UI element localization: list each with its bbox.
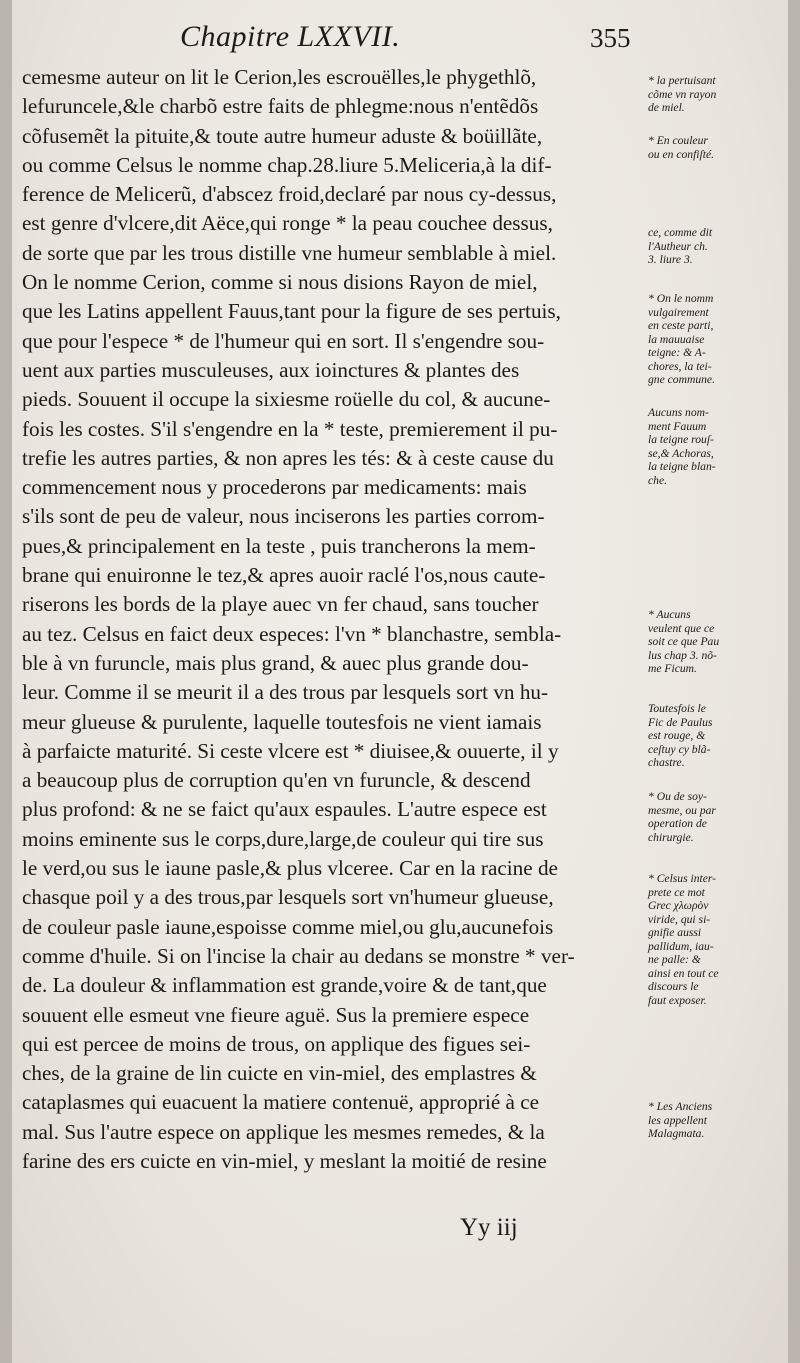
text-line: farine des ers cuicte en vin-miel, y meslant la moitié de resine <box>22 1148 547 1173</box>
text-line: est genre d'vlcere,dit Aëce,qui ronge * la peau couchee dessus, <box>22 211 553 236</box>
text-line: brane qui enuironne le tez,& apres auoir raclé l'os,nous caute- <box>22 563 546 588</box>
text-line: le verd,ou sus le iaune pasle,& plus vlceree. Car en la racine de <box>22 856 558 881</box>
text-line: ou comme Celsus le nomme chap.28.liure 5.Meliceria,à la dif- <box>22 152 552 177</box>
book-page <box>12 0 788 1363</box>
signature-mark: Yy iij <box>460 1214 518 1241</box>
margin-note: * Aucuns veulent que ce soit ce que Pau lus chap 3. nõ- me Ficum. <box>648 608 720 675</box>
text-line: à parfaicte maturité. Si ceste vlcere est * diuisee,& ouuerte, il y <box>22 738 559 763</box>
text-line: au tez. Celsus en faict deux especes: l'vn * blanchastre, sembla- <box>22 621 562 646</box>
text-line: comme d'huile. Si on l'incise la chair au dedans se monstre * ver- <box>22 943 575 968</box>
text-line: ble à vn furuncle, mais plus grand, & auec plus grande dou- <box>22 650 529 675</box>
text-line: riserons les bords de la playe auec vn fer chaud, sans toucher <box>22 592 539 617</box>
text-line: de couleur pasle iaune,espoisse comme miel,ou glu,aucunefois <box>22 914 554 939</box>
text-line: uent aux parties musculeuses, aux ioinctures & plantes des <box>22 357 520 382</box>
text-line: mal. Sus l'autre espece on applique les mesmes remedes, & la <box>22 1119 545 1144</box>
text-line: meur glueuse & purulente, laquelle toutesfois ne vient iamais <box>22 709 542 734</box>
margin-note: * la pertuisant cõme vn rayon de miel. <box>648 74 717 114</box>
text-line: de. La douleur & inflammation est grande,voire & de tant,que <box>22 973 547 998</box>
text-line: pues,& principalement en la teste , puis trancherons la mem- <box>22 533 536 558</box>
text-line: ference de Melicerũ, d'abscez froid,declaré par nous cy-dessus, <box>22 182 557 207</box>
margin-note: * Celsus inter- prete ce mot Grec χλωρὸν viride, qui si- gnifie aussi pallidum, iau- ne palle: & ainsi en tout ce discours le faut exposer. <box>648 872 719 1007</box>
page-header <box>12 20 788 60</box>
text-line: On le nomme Cerion, comme si nous disions Rayon de miel, <box>22 270 538 295</box>
text-line: qui est percee de moins de trous, on applique des figues sei- <box>22 1031 531 1056</box>
text-line: pieds. Souuent il occupe la sixiesme roüelle du col, & aucune- <box>22 387 551 412</box>
text-line: lefuruncele,&le charbõ estre faits de phlegme:nous n'entẽdõs <box>22 94 539 119</box>
page-number: 355 <box>590 23 631 53</box>
text-line: chasque poil y a des trous,par lesquels sort vn'humeur glueuse, <box>22 885 554 910</box>
margin-note: * Ou de soy- mesme, ou par operation de chirurgie. <box>648 790 716 844</box>
text-line: s'ils sont de peu de valeur, nous inciserons les parties corrom- <box>22 504 545 529</box>
text-line: plus profond: & ne se faict qu'aux espaules. L'autre espece est <box>22 797 547 822</box>
margin-note: Toutesfois le Fic de Paulus est rouge, & ceſtuy cy blã- chastre. <box>648 702 713 769</box>
margin-note: ce, comme dit l'Autheur ch. 3. liure 3. <box>648 226 713 266</box>
text-line: que pour l'espece * de l'humeur qui en sort. Il s'engendre sou- <box>22 328 545 353</box>
margin-note: * On le nomm vulgairement en ceste parti, la mauuaise teigne: & A- chores, la tei- gne commune. <box>648 292 715 386</box>
text-line: cataplasmes qui euacuent la matiere contenuë, approprié à ce <box>22 1090 540 1115</box>
text-line: fois les costes. S'il s'engendre en la * teste, premierement il pu- <box>22 416 558 441</box>
text-line: de sorte que par les trous distille vne humeur semblable à miel. <box>22 240 557 265</box>
text-line: moins eminente sus le corps,dure,large,de couleur qui tire sus <box>22 826 544 851</box>
text-line: leur. Comme il se meurit il a des trous par lesquels sort vn hu- <box>22 680 549 705</box>
text-line: ches, de la graine de lin cuicte en vin-miel, des emplastres & <box>22 1061 537 1086</box>
margin-note: * En couleur ou en confiſté. <box>648 134 715 161</box>
text-line: commencement nous y procederons par medicaments: mais <box>22 475 527 500</box>
text-line: trefie les autres parties, & non apres les tés: & à ceste cause du <box>22 445 554 470</box>
body-text <box>22 63 652 1176</box>
text-line: souuent elle esmeut vne fieure aguë. Sus la premiere espece <box>22 1002 530 1027</box>
margin-note: Aucuns nom- ment Fauum la teigne rouſ- se,& Achoras, la teigne blan- che. <box>648 406 716 487</box>
text-line: cõfusemẽt la pituite,& toute autre humeur aduste & boüillãte, <box>22 123 543 148</box>
text-line: que les Latins appellent Fauus,tant pour la figure de ses pertuis, <box>22 299 561 324</box>
margin-note: * Les Anciens les appellent Malagmata. <box>648 1100 713 1140</box>
text-line: cemesme auteur on lit le Cerion,les escrouëlles,le phygethlõ, <box>22 65 537 89</box>
running-title: Chapitre LXXVII. <box>180 20 401 53</box>
text-line: a beaucoup plus de corruption qu'en vn furuncle, & descend <box>22 768 531 793</box>
